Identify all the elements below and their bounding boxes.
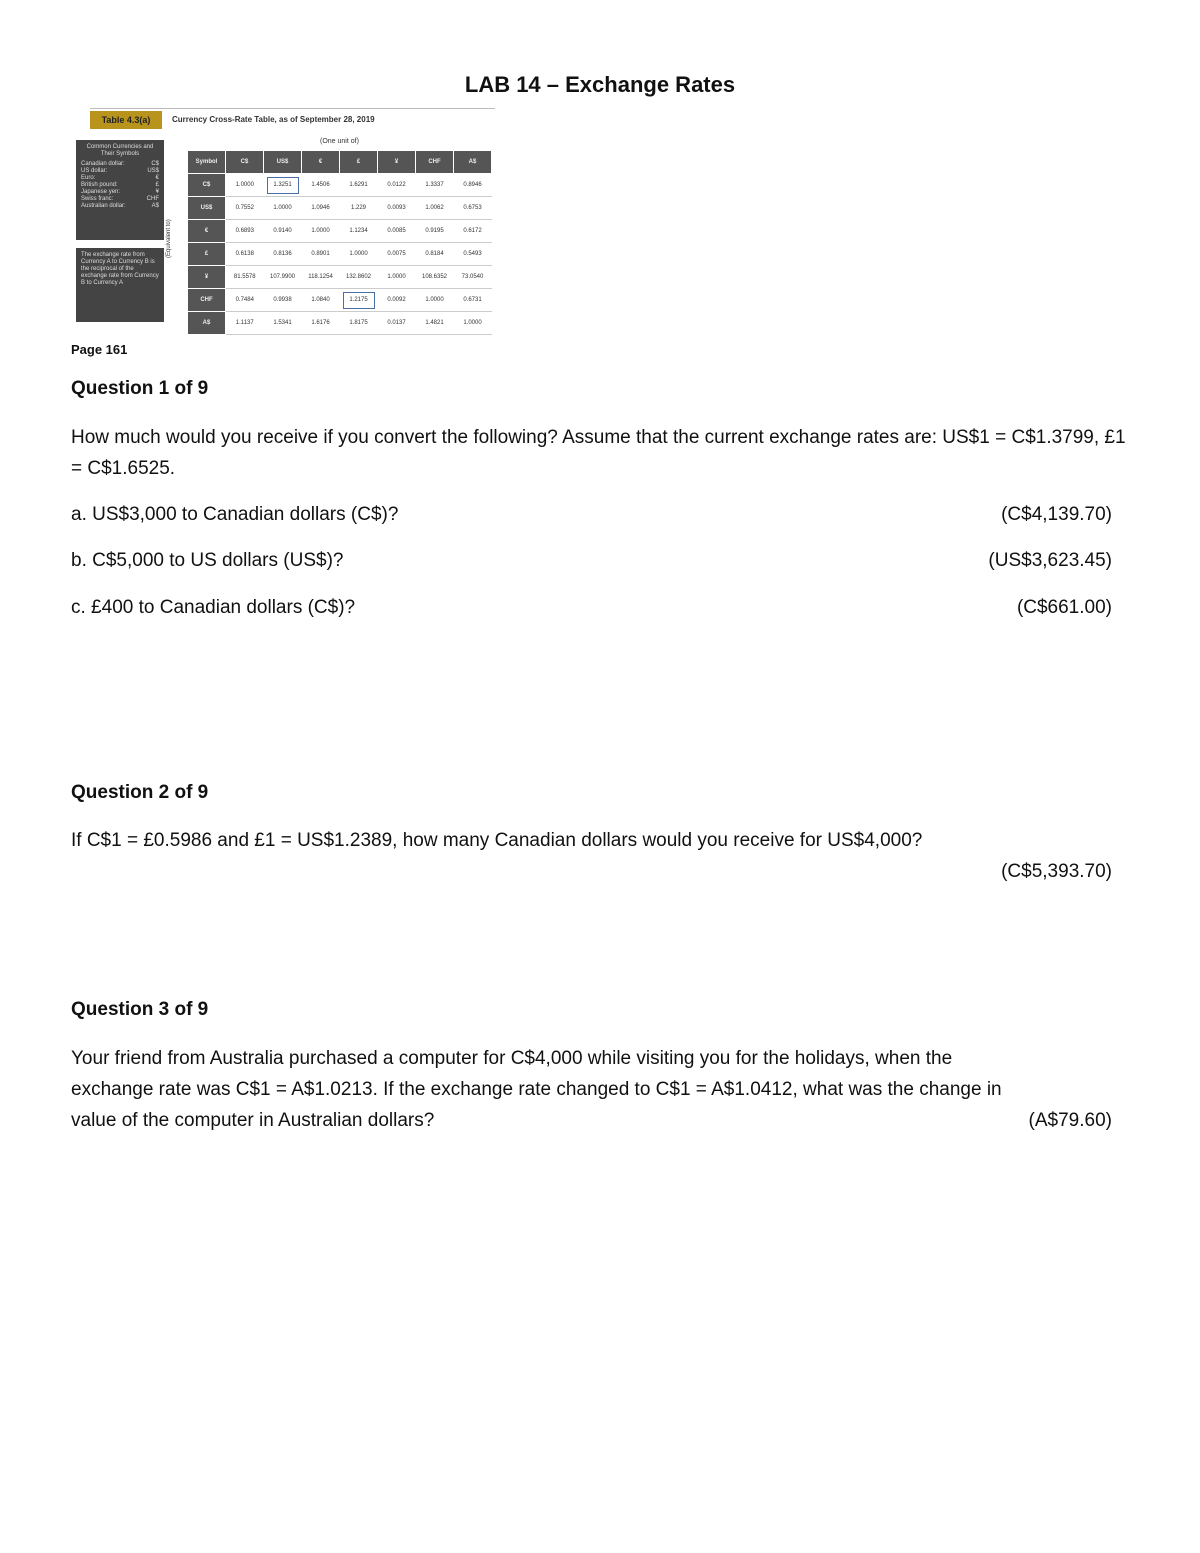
page-reference: Page 161 [71,342,128,357]
table-cell: 0.6731 [454,289,492,312]
cross-rate-header-row [188,151,492,174]
currency-name: Euro: [81,175,96,181]
currency-symbol-row [81,175,159,182]
column-header: Symbol [188,151,226,174]
cross-rate-body [188,174,492,335]
table-cell: 1.2175 [340,289,378,312]
table-cell: 1.6291 [340,174,378,197]
table-cell: 0.0085 [378,220,416,243]
figure-header [90,108,495,131]
table-cell: 1.0000 [416,289,454,312]
table-cell: 0.8184 [416,243,454,266]
currency-symbols-list [81,161,159,210]
table-cell: 1.0000 [264,197,302,220]
row-header: US$ [188,197,226,220]
table-row [188,266,492,289]
currency-symbol: US$ [147,168,159,174]
table-cell: 1.5341 [264,312,302,335]
currency-symbols-box [76,140,164,240]
equivalent-label: (Equivalent to) [166,219,172,258]
part-a-question: a. US$3,000 to Canadian dollars (C$)? [71,504,399,525]
row-header: A$ [188,312,226,335]
table-tag: Table 4.3(a) [90,111,162,129]
question-2-answer: (C$5,393.70) [1001,861,1112,882]
table-cell: 0.6172 [454,220,492,243]
column-header: A$ [454,151,492,174]
row-header: ¥ [188,266,226,289]
question-1-part-b [71,545,1112,576]
table-row [188,243,492,266]
table-cell: 1.1137 [226,312,264,335]
table-cell: 81.5578 [226,266,264,289]
table-cell: 107.9900 [264,266,302,289]
question-1-text: How much would you receive if you convert the following? Assume that the current exchange rates are: US$1 = C$1.3799, £1 = C$1.6525. [71,427,1126,479]
column-header: C$ [226,151,264,174]
table-cell: 0.0075 [378,243,416,266]
part-c-answer: (C$661.00) [1016,597,1112,618]
question-3-line-2: exchange rate was C$1 = A$1.0213. If the exchange rate changed to C$1 = A$1.0412, what was the change in [71,1079,1002,1100]
currency-name: Australian dollar: [81,203,126,209]
table-cell: 1.4506 [302,174,340,197]
table-cell: 1.3337 [416,174,454,197]
table-cell: 108.6352 [416,266,454,289]
currency-symbol-row [81,203,159,210]
currency-symbol-row [81,196,159,203]
question-1-part-a [71,499,1112,530]
column-header: CHF [416,151,454,174]
question-3-answer: (A$79.60) [1028,1110,1112,1131]
part-c-question: c. £400 to Canadian dollars (C$)? [71,597,356,618]
row-header: CHF [188,289,226,312]
table-row [188,174,492,197]
currency-symbol: € [155,175,159,181]
table-cell: 118.1254 [302,266,340,289]
table-cell: 0.8136 [264,243,302,266]
table-row [188,220,492,243]
column-header: € [302,151,340,174]
currency-symbol: £ [155,182,159,188]
table-cell: 1.229 [340,197,378,220]
currency-symbol-row [81,168,159,175]
reciprocal-note-box: The exchange rate from Currency A to Currency B is the reciprocal of the exchange rate from Currency B to Currency A [76,248,164,322]
question-3-line-3: value of the computer in Australian dollars? [71,1110,435,1131]
table-cell: 1.0000 [340,243,378,266]
row-header: C$ [188,174,226,197]
table-cell: 0.0093 [378,197,416,220]
question-1-part-c [71,592,1112,623]
unit-label: (One unit of) [320,138,359,145]
question-3-heading: Question 3 of 9 [71,999,209,1020]
column-header: ¥ [378,151,416,174]
table-cell: 1.0000 [454,312,492,335]
row-header: € [188,220,226,243]
currency-symbols-title: Common Currencies and Their Symbols [86,144,154,157]
table-cell: 0.7552 [226,197,264,220]
table-cell: 0.8946 [454,174,492,197]
table-row [188,312,492,335]
currency-symbol-row [81,161,159,168]
table-cell: 1.0000 [378,266,416,289]
table-cell: 0.0137 [378,312,416,335]
table-cell: 1.4821 [416,312,454,335]
currency-symbol: C$ [151,161,159,167]
question-1-heading: Question 1 of 9 [71,378,209,399]
table-cell: 0.5493 [454,243,492,266]
table-cell: 0.8901 [302,243,340,266]
currency-name: US dollar: [81,168,108,174]
currency-name: Swiss franc: [81,196,114,202]
table-cell: 0.9195 [416,220,454,243]
question-2-heading: Question 2 of 9 [71,782,209,803]
part-b-answer: (US$3,623.45) [988,550,1112,571]
column-header: £ [340,151,378,174]
currency-name: British pound: [81,182,118,188]
cross-rate-table [187,150,492,335]
table-cell: 0.7484 [226,289,264,312]
table-cell: 0.6893 [226,220,264,243]
currency-name: Japanese yen: [81,189,121,195]
table-cell: 1.0000 [302,220,340,243]
currency-symbol: ¥ [155,189,159,195]
table-row [188,197,492,220]
table-cell: 1.0946 [302,197,340,220]
table-cell: 1.3251 [264,174,302,197]
table-cell: 73.0540 [454,266,492,289]
table-cell: 1.1234 [340,220,378,243]
table-cell: 1.8175 [340,312,378,335]
table-row [188,289,492,312]
currency-symbol: A$ [151,203,159,209]
page-title: LAB 14 – Exchange Rates [464,72,736,97]
part-b-question: b. C$5,000 to US dollars (US$)? [71,550,344,571]
currency-name: Canadian dollar: [81,161,125,167]
table-cell: 132.8602 [340,266,378,289]
table-cell: 1.6176 [302,312,340,335]
row-header: £ [188,243,226,266]
part-a-answer: (C$4,139.70) [1001,504,1112,525]
column-header: US$ [264,151,302,174]
table-cell: 0.0092 [378,289,416,312]
table-cell: 1.0840 [302,289,340,312]
table-cell: 1.0062 [416,197,454,220]
question-3-line-1: Your friend from Australia purchased a computer for C$4,000 while visiting you for the holidays, when the [71,1048,953,1069]
currency-symbol-row [81,182,159,189]
question-2-text: If C$1 = £0.5986 and £1 = US$1.2389, how many Canadian dollars would you receive for US$4,000? [71,830,923,851]
table-cell: 0.6138 [226,243,264,266]
table-cell: 0.0122 [378,174,416,197]
table-cell: 0.6753 [454,197,492,220]
cross-rate-table-figure [70,108,500,326]
table-cell: 0.9938 [264,289,302,312]
table-cell: 1.0000 [226,174,264,197]
table-caption: Currency Cross-Rate Table, as of September 28, 2019 [172,115,375,124]
table-cell: 0.9140 [264,220,302,243]
currency-symbol: CHF [146,196,159,202]
currency-symbol-row [81,189,159,196]
